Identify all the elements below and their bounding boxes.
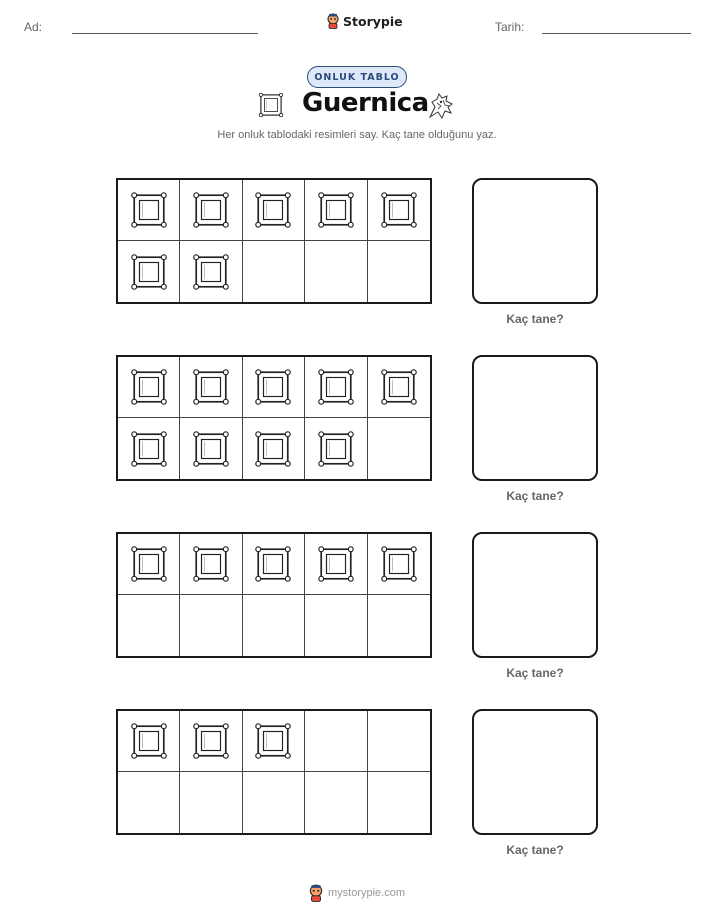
ten-frame-cell (243, 418, 305, 479)
ten-frame-cell (180, 595, 242, 656)
ten-frame-cell (368, 711, 430, 772)
answer-label: Kaç tane? (506, 489, 564, 503)
picture-frame-icon (380, 368, 418, 406)
picture-frame-icon (317, 191, 355, 229)
answer-box[interactable] (472, 709, 598, 835)
picture-frame-icon (130, 722, 168, 760)
ten-frame-cell (368, 241, 430, 302)
picture-frame-icon (317, 545, 355, 583)
picture-frame-icon (192, 253, 230, 291)
ten-frame-cell (180, 180, 242, 241)
ten-frame-cell (180, 418, 242, 479)
answer-box[interactable] (472, 532, 598, 658)
ten-frame-cell (305, 241, 367, 302)
name-line[interactable] (72, 33, 258, 34)
ten-frame-cell (368, 418, 430, 479)
footer (308, 884, 405, 902)
page-title: Guernica (302, 88, 429, 118)
picture-frame-icon (317, 368, 355, 406)
footer-url[interactable]: mystorypie.com (328, 887, 406, 899)
ten-frame-cell (243, 711, 305, 772)
ten-frame-cell (243, 180, 305, 241)
ten-frame-cell (368, 534, 430, 595)
ten-frame-cell (118, 418, 180, 479)
ten-frame-cell (243, 357, 305, 418)
ten-frame-cell (180, 534, 242, 595)
ten-frame-cell (118, 357, 180, 418)
picture-frame-icon (130, 191, 168, 229)
ten-frame-cell (368, 357, 430, 418)
worksheet-badge: ONLUK TABLO (307, 66, 407, 88)
ten-frame-2 (116, 355, 432, 481)
picture-frame-icon (258, 92, 284, 123)
ten-frame-cell (118, 180, 180, 241)
answer-label: Kaç tane? (506, 312, 564, 326)
ten-frame-cell (368, 772, 430, 833)
ten-frame-cell (118, 241, 180, 302)
ten-frame-cell (118, 534, 180, 595)
ten-frame-cell (305, 180, 367, 241)
answer-box[interactable] (472, 178, 598, 304)
ten-frame-cell (305, 772, 367, 833)
picture-frame-icon (254, 368, 292, 406)
ten-frame-cell (243, 595, 305, 656)
instructions: Her onluk tablodaki resimleri say. Kaç tane olduğunu yaz. (217, 129, 497, 141)
brand-name: Storypie (343, 13, 403, 29)
answer-box[interactable] (472, 355, 598, 481)
ten-frame-cell (305, 534, 367, 595)
picture-frame-icon (317, 430, 355, 468)
ten-frame-cell (180, 357, 242, 418)
ten-frame-1 (116, 178, 432, 304)
answer-label: Kaç tane? (506, 843, 564, 857)
picture-frame-icon (192, 430, 230, 468)
picture-frame-icon (192, 368, 230, 406)
date-label: Tarih: (495, 20, 525, 34)
picture-frame-icon (130, 545, 168, 583)
picture-frame-icon (192, 191, 230, 229)
storypie-mascot-icon (308, 884, 324, 902)
answer-label: Kaç tane? (506, 666, 564, 680)
ten-frame-cell (243, 772, 305, 833)
picture-frame-icon (130, 368, 168, 406)
picture-frame-icon (130, 430, 168, 468)
ten-frame-cell (368, 180, 430, 241)
picture-frame-icon (254, 545, 292, 583)
picture-frame-icon (254, 430, 292, 468)
storypie-mascot-icon (326, 13, 340, 29)
ten-frame-cell (305, 595, 367, 656)
ten-frame-cell (180, 711, 242, 772)
picture-frame-icon (130, 253, 168, 291)
name-label: Ad: (24, 20, 43, 34)
ten-frame-cell (305, 357, 367, 418)
ten-frame-cell (180, 772, 242, 833)
ten-frame-cell (305, 418, 367, 479)
date-line[interactable] (542, 33, 691, 34)
ten-frame-cell (180, 241, 242, 302)
ten-frame-3 (116, 532, 432, 658)
picture-frame-icon (192, 545, 230, 583)
ten-frame-cell (118, 711, 180, 772)
ten-frame-cell (118, 595, 180, 656)
picture-frame-icon (254, 722, 292, 760)
ten-frame-cell (368, 595, 430, 656)
brand-logo (326, 13, 403, 29)
picture-frame-icon (254, 191, 292, 229)
ten-frame-cell (118, 772, 180, 833)
ten-frame-cell (243, 534, 305, 595)
ten-frame-4 (116, 709, 432, 835)
ten-frame-cell (243, 241, 305, 302)
picture-frame-icon (380, 545, 418, 583)
picture-frame-icon (192, 722, 230, 760)
ten-frame-cell (305, 711, 367, 772)
guernica-horse-icon (426, 91, 456, 126)
picture-frame-icon (380, 191, 418, 229)
